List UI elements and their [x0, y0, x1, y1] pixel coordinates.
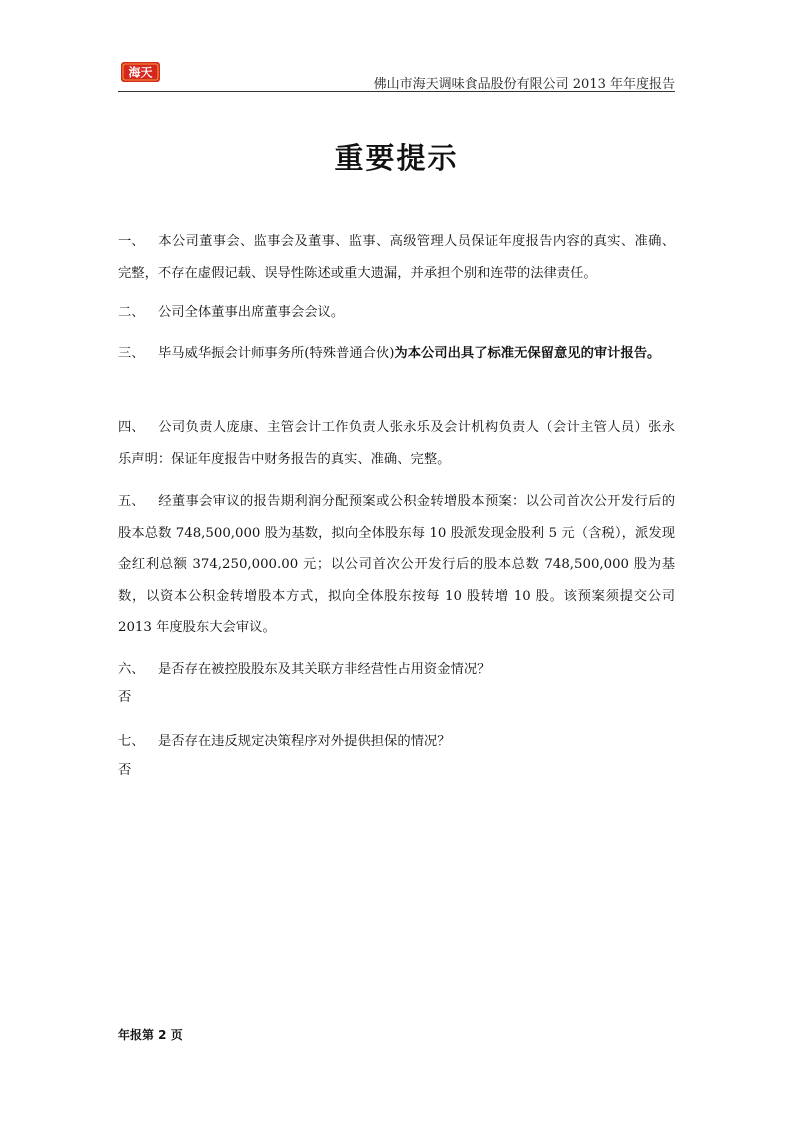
item-6-answer: 否 — [118, 690, 132, 705]
notice-item-2 — [118, 297, 675, 329]
notice-item-4 — [118, 412, 675, 475]
notice-item-5 — [118, 486, 675, 644]
page-footer: 年报第 2 页 — [118, 1028, 183, 1042]
notice-item-6 — [118, 654, 675, 686]
item-number: 六、 — [118, 662, 145, 677]
notice-item-1 — [118, 226, 675, 289]
header-divider — [118, 91, 675, 92]
item-number: 一、 — [118, 234, 145, 249]
report-header-title: 佛山市海天调味食品股份有限公司 2013 年年度报告 — [373, 77, 675, 92]
item-number: 七、 — [118, 734, 145, 749]
item-text: 经董事会审议的报告期利润分配预案或公积金转增股本预案：以公司首次公开发行后的股本总数 748,500,000 股为基数，拟向全体股东每 10 股派发现金股利 5 元（含税），派发现金红利总额 374,250,000.00 元；以公司首次公开发行后的股本总数 748,500,000 股为基数，以资本公积金转增股本方式，拟向全体股东按每 10 股转增 10 股。该预案须提交公司 2013 年度股东大会审议。 — [118, 494, 675, 635]
item-text: 公司全体董事出席董事会会议。 — [158, 305, 345, 320]
item-number: 五、 — [118, 494, 145, 509]
item-bold-text: 为本公司出具了标准无保留意见的审计报告。 — [394, 346, 661, 361]
item-text: 是否存在违反规定决策程序对外提供担保的情况？ — [158, 734, 451, 749]
page-title: 重要提示 — [334, 141, 459, 175]
notice-item-3 — [118, 338, 675, 370]
notice-item-7 — [118, 726, 675, 758]
company-logo — [121, 62, 160, 82]
item-text: 本公司董事会、监事会及董事、监事、高级管理人员保证年度报告内容的真实、准确、完整，不存在虚假记载、误导性陈述或重大遗漏，并承担个别和连带的法律责任。 — [118, 234, 675, 281]
item-7-answer: 否 — [118, 763, 132, 778]
item-text: 公司负责人庞康、主管会计工作负责人张永乐及会计机构负责人（会计主管人员）张永乐声明：保证年度报告中财务报告的真实、准确、完整。 — [118, 420, 675, 467]
item-number: 四、 — [118, 420, 145, 435]
item-number: 二、 — [118, 305, 145, 320]
item-text: 毕马威华振会计师事务所(特殊普通合伙) — [158, 346, 395, 361]
item-number: 三、 — [118, 346, 145, 361]
item-text: 是否存在被控股股东及其关联方非经营性占用资金情况？ — [158, 662, 491, 677]
logo-text: 海天 — [128, 65, 153, 80]
